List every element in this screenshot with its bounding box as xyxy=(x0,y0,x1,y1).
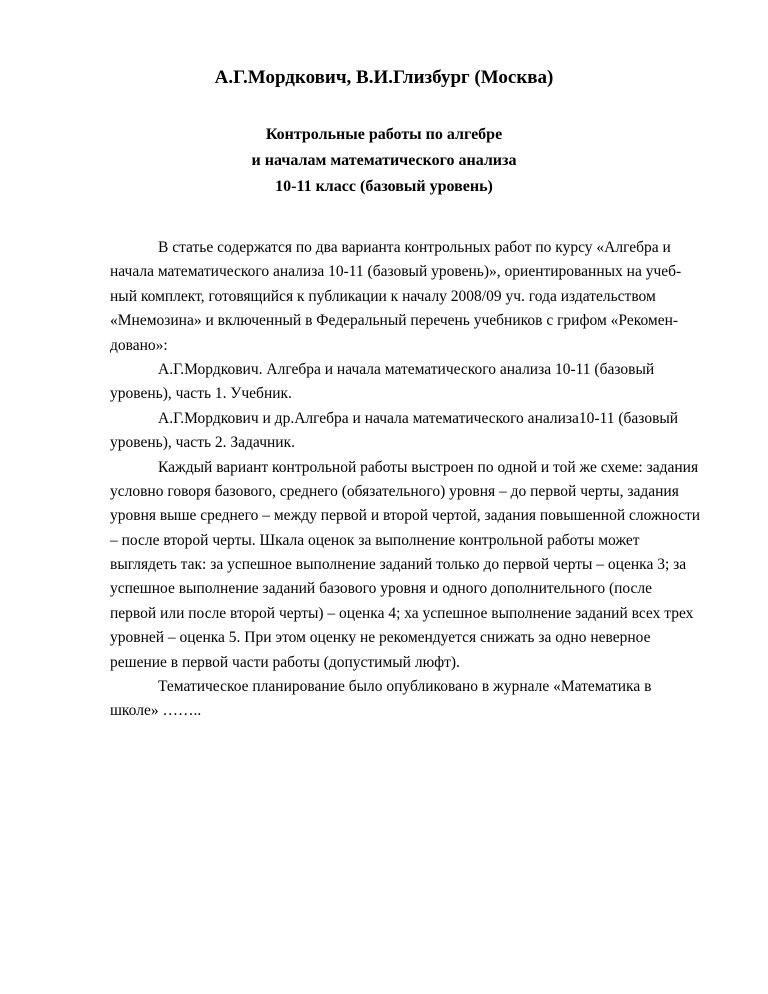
body-line: довано»: xyxy=(110,336,168,354)
body-line: начала математического анализа 10-11 (базовый уровень)», ориентированных на учеб- xyxy=(110,263,682,281)
body-line: А.Г.Мордкович и др.Алгебра и начала математического анализа10-11 (базовый xyxy=(158,409,679,427)
author-line: А.Г.Мордкович, В.И.Глизбург (Москва) xyxy=(214,67,554,88)
body-line: школе» …….. xyxy=(110,702,202,720)
document-title xyxy=(0,122,768,200)
body-line: ный комплект, готовящийся к публикации к началу 2008/09 уч. года издательством xyxy=(110,287,656,305)
title-line-1: Контрольные работы по алгебре xyxy=(265,126,503,143)
body-line: Тематическое планирование было опубликовано в журнале «Математика в xyxy=(158,678,652,696)
body-line: уровень), часть 2. Задачник. xyxy=(110,434,295,452)
body-line: уровня выше среднего – между первой и второй чертой, задания повышенной сложности xyxy=(110,507,701,525)
body-line: «Мнемозина» и включенный в Федеральный перечень учебников с грифом «Рекомен- xyxy=(110,312,679,330)
body-line: А.Г.Мордкович. Алгебра и начала математического анализа 10-11 (базовый xyxy=(158,360,655,378)
body-line: успешное выполнение заданий базового уровня и одного дополнительного (после xyxy=(110,580,653,598)
body-line: уровней – оценка 5. При этом оценку не рекомендуется снижать за одно неверное xyxy=(110,629,651,647)
title-line-3: 10-11 класс (базовый уровень) xyxy=(275,178,493,195)
title-line-2: и началам математического анализа xyxy=(251,152,517,169)
body-line: решение в первой части работы (допустимый люфт). xyxy=(110,653,460,671)
body-line: первой или после второй черты) – оценка 4; ха успешное выполнение заданий всех трех xyxy=(110,604,694,622)
document-body xyxy=(110,236,700,724)
body-line: условно говоря базового, среднего (обязательного) уровня – до первой черты, задания xyxy=(110,482,679,500)
body-line: В статье содержатся по два варианта контрольных работ по курсу «Алгебра и xyxy=(158,239,671,256)
body-line: уровень), часть 1. Учебник. xyxy=(110,385,292,403)
body-line: – после второй черты. Шкала оценок за выполнение контрольной работы может xyxy=(110,531,640,549)
body-line: Каждый вариант контрольной работы выстроен по одной и той же схеме: задания xyxy=(158,458,699,476)
body-line: выглядеть так: за успешное выполнение заданий только до первой черты – оценка 3; за xyxy=(110,556,687,574)
